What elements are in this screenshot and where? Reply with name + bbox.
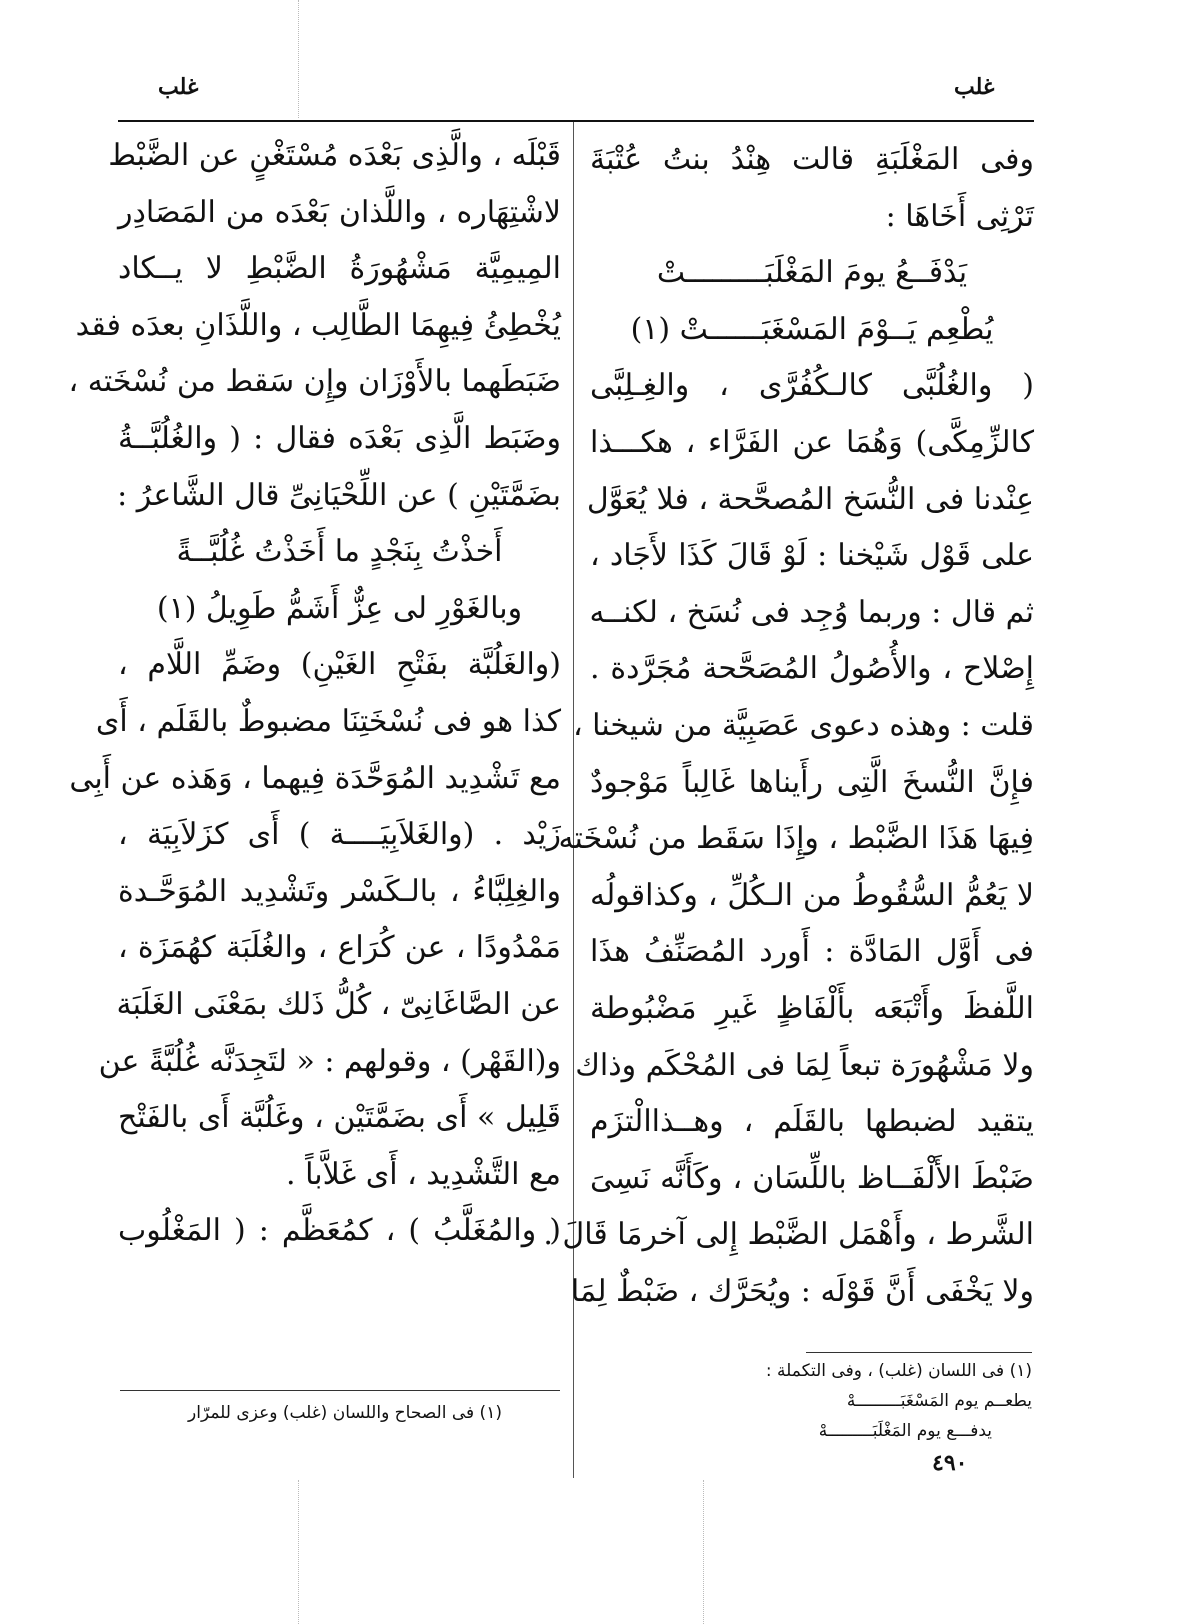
text-line: على قَوْل شَيْخنا : لَوْ قَالَ كَذَا لأَجَاد ، bbox=[590, 538, 1034, 574]
text-line: تَرْثِى أَخَاهَا : bbox=[885, 198, 1034, 234]
dotted-line-b bbox=[703, 1480, 704, 1624]
text-line: كالزِّمِكَّى) وَهُمَا عن الفَرَّاء ، هكـــذا bbox=[590, 424, 1034, 460]
text-line: ضَبْطَ الأَلْفَــاظ باللِّسَان ، وكَأَنَّه نَسِىَ bbox=[590, 1160, 1034, 1196]
text-line: إِصْلاح ، والأُصُولُ المُصَحَّحة مُجَرَّدة . bbox=[590, 651, 1034, 687]
text-line: ثم قال : وربما وُجِد فى نُسَخ ، لكنــه bbox=[589, 594, 1034, 630]
footnote-line: (١) فى الصحاح واللسان (غلب) وعزى للمرّار bbox=[188, 1403, 502, 1423]
page-header-right: غلب bbox=[954, 74, 995, 100]
text-line: مَمْدُودًا ، عن كُرَاع ، والغُلَبَة كهُمَزَة ، bbox=[118, 930, 561, 966]
text-line: بضَمَّتَيْنِ ) عن اللِّحْيَانِىِّ قال الشَّاعرُ : bbox=[117, 477, 561, 513]
text-line: الشَّرط ، وأَهْمَل الضَّبْط إِلى آخرمَا قَالَ . bbox=[543, 1217, 1034, 1253]
text-line: لاشْتِهَاره ، واللَّذان بَعْدَه من المَصَادِر bbox=[118, 194, 561, 230]
footnote-separator-left bbox=[120, 1390, 560, 1391]
footnote-line: يدفـــع يوم المَغْلَبَـــــــــهْ bbox=[818, 1421, 992, 1441]
verse-line: يُطْعِم يَــوْمَ المَسْغَبَــــــتْ (١) bbox=[630, 311, 994, 347]
text-line: مع تَشْدِيد المُوَحَّدَة فِيهما ، وَهَذه عن أَبِى bbox=[69, 760, 561, 796]
text-line: ولا يَخْفَى أَنَّ قَوْلَه : ويُحَرَّك ، ضَبْطٌ لِمَا bbox=[570, 1273, 1034, 1309]
footnote-left bbox=[140, 1398, 550, 1428]
page-header-left: غلب bbox=[158, 74, 199, 100]
right-column bbox=[543, 132, 1034, 1320]
text-line: زَيْد . (والغَلاَبِيَــــة ) أَى كزَلاَبِيَة ، bbox=[118, 817, 561, 853]
verse-line: وبالغَوْرِ لى عِزٌّ أَشَمُّ طَوِيلُ (١) bbox=[156, 590, 523, 626]
text-line: مع التَّشْدِيد ، أَى غَلاَّباً . bbox=[286, 1156, 561, 1192]
text-line: ولا مَشْهُورَة تبعاً لِمَا فى المُحْكَم وذاك bbox=[575, 1047, 1034, 1083]
text-line: ( والمُغَلَّبُ ) ، كمُعَظَّم : ( المَغْلُوب bbox=[118, 1213, 561, 1249]
dotted-line-c bbox=[298, 1480, 299, 1624]
dotted-line-a bbox=[298, 0, 299, 118]
text-line: ( والغُلُبَّى كالـكُفُرَّى ، والغِـلِبَّى bbox=[590, 368, 1034, 404]
left-column bbox=[68, 128, 561, 1260]
text-line: وفى المَغْلَبَةِ قالت هِنْدُ بنتُ عُتْبَةَ bbox=[590, 142, 1034, 177]
text-line: فى أَوَّل المَادَّة : أَورد المُصَنِّفُ هذَا bbox=[590, 934, 1034, 970]
text-line: اللَّفظَ وأَتْبَعَه بأَلْفَاظٍ غَيرِ مَضْبُوطة bbox=[590, 990, 1034, 1026]
page-number: ٤٩٠ bbox=[932, 1450, 968, 1476]
text-line: المِيمِيَّة مَشْهُورَةُ الضَّبْطِ لا يــكاد bbox=[118, 251, 561, 287]
text-line: (والغَلُبَّة بفَتْحِ الغَيْنِ) وضَمِّ اللَّام ، bbox=[118, 647, 561, 683]
text-line: فِيهَا هَذَا الضَّبْط ، وإِذَا سَقَط من نُسْخَته bbox=[558, 821, 1034, 857]
text-line: عن الصَّاغَانِىّ ، كُلُّ ذَلك بمَعْنَى الغَلَبَة bbox=[116, 986, 561, 1022]
footnote-separator-right bbox=[806, 1352, 1032, 1353]
text-line: والغِلِبَّاءُ ، بالـكَسْر وتَشْدِيد المُوَحَّـدة bbox=[118, 873, 561, 909]
header-rule bbox=[118, 120, 1034, 122]
verse-line: أَخذْتُ بِنَجْدٍ ما أَخَذْتُ غُلُبَّــةً bbox=[176, 534, 503, 570]
footnote-line: يطعــم يوم المَسْغَبَـــــــــهْ bbox=[846, 1391, 1032, 1411]
text-line: قَبْلَه ، والَّذِى بَعْدَه مُسْتَغْنٍ عن الضَّبْط bbox=[108, 138, 561, 173]
text-line: ضَبَطَهما بالأَوْزَان وإِن سَقط من نُسْخَته ، bbox=[68, 364, 561, 400]
text-line: يُخْطِئُ فِيهِمَا الطَّالِب ، واللَّذَانِ بعدَه فقد bbox=[75, 307, 561, 343]
verse-line: يَدْفَــعُ يومَ المَغْلَبَـــــــــتْ bbox=[656, 255, 968, 291]
footnote-line: (١) فى اللسان (غلب) ، وفى التكملة : bbox=[765, 1361, 1032, 1381]
text-line: وضَبَط الَّذِى بَعْدَه فقال : ( والغُلُبَّــةُ bbox=[118, 420, 561, 456]
text-line: قَلِيل » أَى بضَمَّتَيْن ، وغَلُبَّة أَى بالفَتْح bbox=[118, 1100, 561, 1136]
text-line: عِنْدنا فى النُّسَخ المُصحَّحة ، فلا يُعَوَّل bbox=[586, 481, 1034, 517]
text-line: و(القَهْر) ، وقولهم : « لتَجِدَنَّه غُلُبَّةً عن bbox=[98, 1043, 561, 1079]
text-line: كذا هو فى نُسْخَتِنَا مضبوطٌ بالقَلَم ، أَى bbox=[95, 703, 561, 739]
text-line: فإِنَّ النُّسخَ الَّتِى رأَيناها غَالِباً مَوْجودٌ bbox=[590, 764, 1034, 800]
footnote-right bbox=[710, 1356, 1032, 1446]
text-line: لا يَعُمُّ السُّقُوطُ من الـكُلِّ ، وكذاقولُه bbox=[590, 877, 1034, 913]
text-line: يتقيد لضبطها بالقَلَم ، وهــذاالْتزَم bbox=[590, 1104, 1034, 1140]
text-line: قلت : وهذه دعوى عَصَبِيَّة من شيخنا ، bbox=[572, 707, 1034, 743]
